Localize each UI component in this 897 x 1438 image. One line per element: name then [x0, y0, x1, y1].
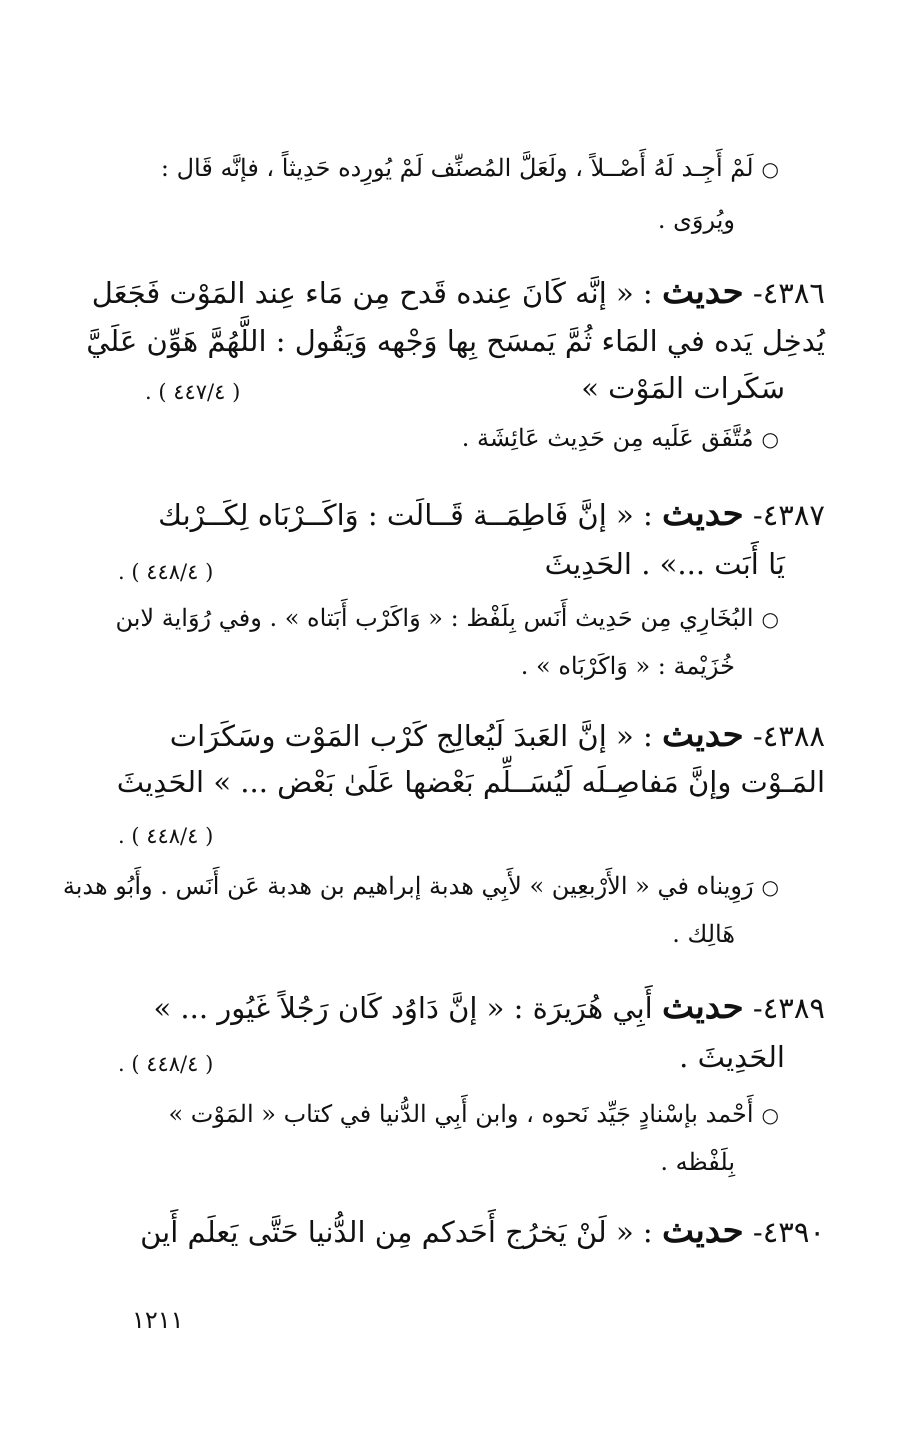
hadith-label: حديث	[661, 715, 744, 755]
volume-page-ref: ( ٤٤٨/٤ ) .	[118, 1052, 214, 1076]
note-line: ○لَمْ أَجِـد لَهُ أَصْــلاً ، ولَعَلَّ المُصنِّف لَمْ يُورِده حَدِيثاً ، فإنَّه قَال :	[160, 154, 779, 182]
hadith-heading-4387: ٤٣٨٧- حديث : « إنَّ فَاطِمَــة قَــالَت : وَاكَــرْبَاه لِكَــرْبك	[158, 494, 825, 534]
note-line: بِلَفْظه .	[660, 1148, 735, 1176]
hadith-label: حديث	[661, 1211, 744, 1251]
volume-page-ref: ( ٤٤٨/٤ ) .	[118, 824, 214, 848]
hadith-heading-4390: ٤٣٩٠- حديث : « لَنْ يَخرُج أَحَدكم مِن الدُّنيا حَتَّى يَعلَم أَين	[140, 1211, 825, 1251]
note-line: ○مُتَّفَق عَلَيه مِن حَدِيث عَائِشَة .	[461, 424, 779, 452]
hadith-heading-4386: ٤٣٨٦- حديث : « إنَّه كَانَ عِنده قَدح مِن مَاء عِند المَوْت فَجَعَل	[91, 272, 825, 312]
note-line: ○البُخَارِي مِن حَدِيث أَنَس بِلَفْظ : « وَاكَرْب أَبَتاه » . وفي رُوَاية لابن	[115, 604, 779, 632]
note-line: ○رَوِيناه في « الأَرْبعِين » لأَبِي هدبة إبراهيم بن هدبة عَن أَنَس . وأَبُو هدبة	[62, 872, 779, 900]
note-line: ويُروَى .	[657, 206, 735, 234]
hadith-line: سَكَرات المَوْت »	[581, 371, 785, 405]
hadith-heading-4388: ٤٣٨٨- حديث : « إنَّ العَبدَ لَيُعالِج كَرْب المَوْت وسَكَرَات	[169, 715, 825, 755]
volume-page-ref: ( ٤٤٧/٤ ) .	[145, 380, 241, 404]
hadith-heading-4389: ٤٣٨٩- حديث أَبِي هُرَيرَة : « إنَّ دَاوُد كَان رَجُلاً غَيُور ... »	[153, 987, 825, 1027]
page-number: ١٢١١	[132, 1306, 184, 1334]
bullet-icon: ○	[761, 427, 779, 451]
volume-page-ref: ( ٤٤٨/٤ ) .	[118, 560, 214, 584]
note-line: خُزَيْمة : « وَاكَرْبَاه » .	[520, 652, 735, 680]
hadith-label: حديث	[661, 272, 744, 312]
hadith-label: حديث	[661, 987, 744, 1027]
bullet-icon: ○	[761, 1103, 779, 1127]
bullet-icon: ○	[761, 875, 779, 899]
hadith-line: المَـوْت وإنَّ مَفاصِـلَه لَيُسَــلِّم بَعْضها عَلَىٰ بَعْض ... » الحَدِيثَ	[116, 765, 825, 799]
hadith-line: يُدخِل يَده في المَاء ثُمَّ يَمسَح بِها وَجْهه وَيَقُول : اللَّهُمَّ هَوِّن عَلَيَّ	[86, 324, 825, 358]
hadith-line: الحَدِيثَ .	[679, 1040, 785, 1074]
note-line: هَالِك .	[672, 920, 735, 948]
bullet-icon: ○	[761, 157, 779, 181]
hadith-line: يَا أَبَت ...» . الحَدِيثَ	[544, 547, 785, 581]
note-line: ○أَحْمد بإسْنادٍ جَيِّد نَحوه ، وابن أَبِي الدُّنيا في كتاب « المَوْت »	[168, 1100, 779, 1128]
hadith-label: حديث	[661, 494, 744, 534]
bullet-icon: ○	[761, 607, 779, 631]
